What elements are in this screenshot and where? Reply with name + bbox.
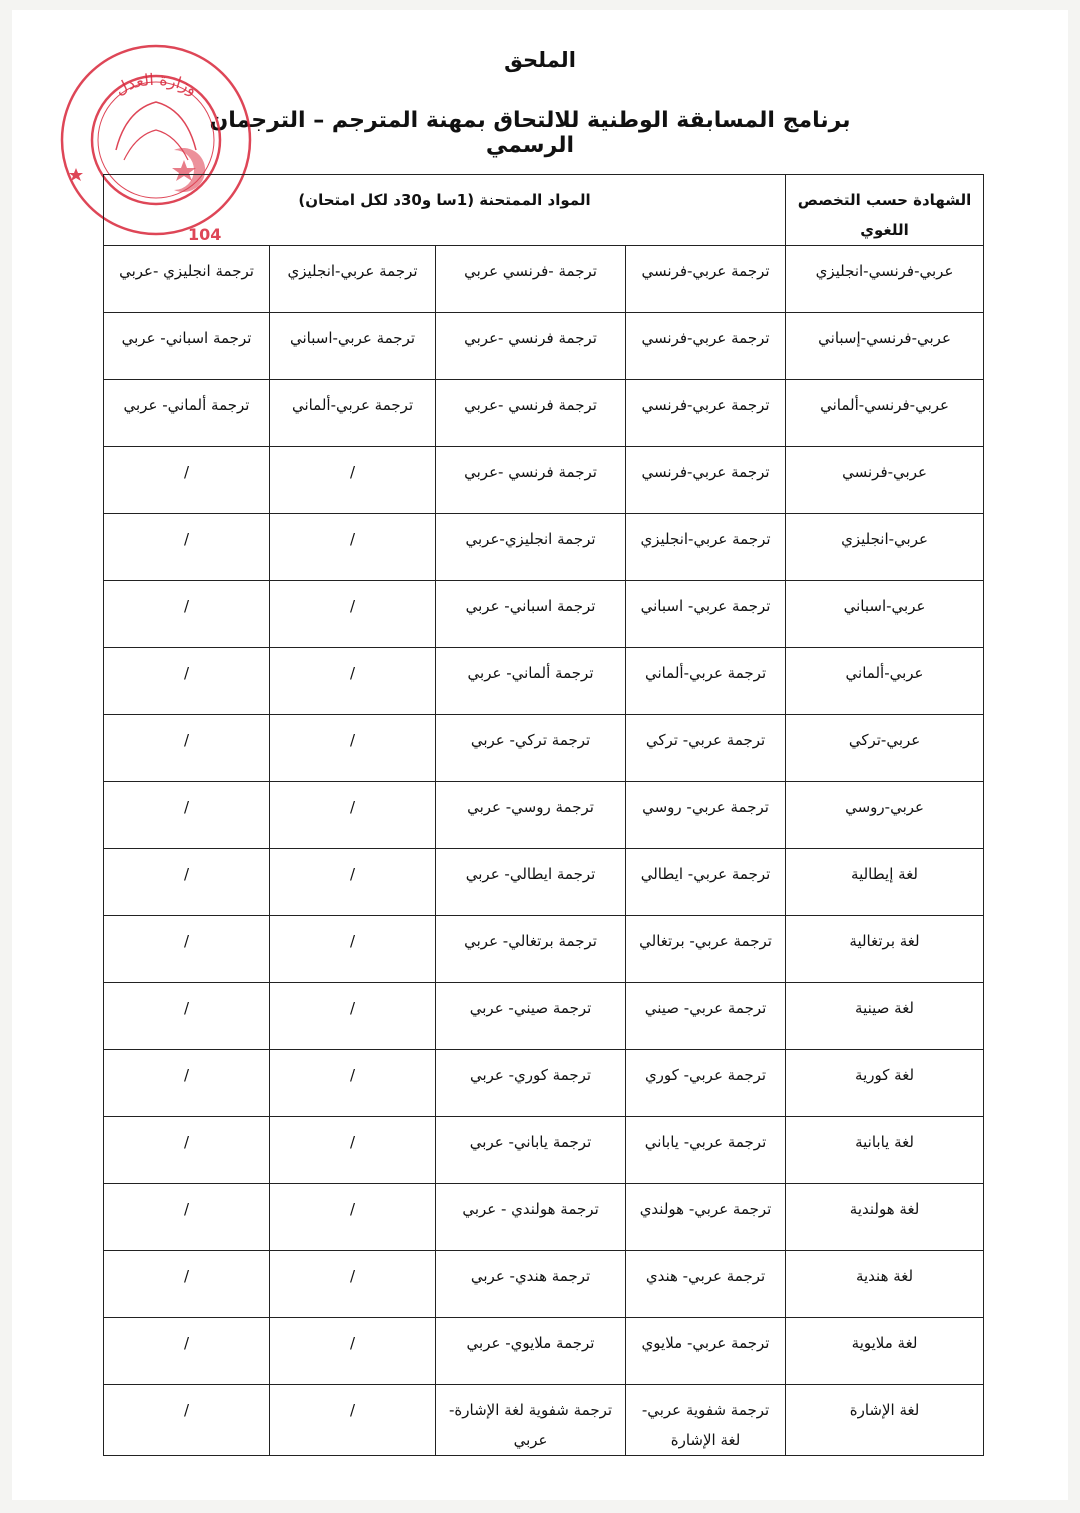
subject-4-cell: / — [104, 1184, 270, 1251]
subject-3-cell: / — [270, 1184, 436, 1251]
subject-4-cell: / — [104, 983, 270, 1050]
subject-3-cell: / — [270, 916, 436, 983]
specialty-cell: لغة إيطالية — [786, 849, 984, 916]
subject-1-cell: ترجمة عربي-فرنسي — [626, 380, 786, 447]
document-title: برنامج المسابقة الوطنية للالتحاق بمهنة المترجم – الترجمان الرسمي — [209, 108, 851, 158]
specialty-cell: عربي-روسي — [786, 782, 984, 849]
subject-1-cell: ترجمة عربي- برتغالي — [626, 916, 786, 983]
stamp-ministry-text: وزارة العدل — [111, 69, 201, 99]
subject-2-cell: ترجمة ياباني- عربي — [436, 1117, 626, 1184]
specialty-cell: عربي-فرنسي — [786, 447, 984, 514]
subject-4-cell: / — [104, 849, 270, 916]
subject-1-cell: ترجمة عربي- صيني — [626, 983, 786, 1050]
subject-3-cell: / — [270, 1117, 436, 1184]
subject-2-cell: ترجمة روسي- عربي — [436, 782, 626, 849]
table-row — [104, 1318, 984, 1385]
table-row — [104, 1251, 984, 1318]
subject-3-cell: / — [270, 983, 436, 1050]
subject-4-cell: ترجمة انجليزي -عربي — [104, 246, 270, 313]
subject-3-cell: / — [270, 1050, 436, 1117]
subject-1-cell: ترجمة عربي-فرنسي — [626, 246, 786, 313]
subject-2-cell: ترجمة هولندي - عربي — [436, 1184, 626, 1251]
subject-4-cell: / — [104, 648, 270, 715]
subject-4-cell: / — [104, 1385, 270, 1456]
subject-2-cell: ترجمة اسباني- عربي — [436, 581, 626, 648]
subject-3-cell: ترجمة عربي-انجليزي — [270, 246, 436, 313]
subject-4-cell: ترجمة ألماني- عربي — [104, 380, 270, 447]
subject-3-cell: ترجمة عربي-ألماني — [270, 380, 436, 447]
table-row — [104, 1385, 984, 1456]
subject-2-cell: ترجمة تركي- عربي — [436, 715, 626, 782]
subject-2-cell: ترجمة شفوية لغة الإشارة- عربي — [436, 1385, 626, 1456]
subject-4-cell: / — [104, 1117, 270, 1184]
subject-1-cell: ترجمة عربي- اسباني — [626, 581, 786, 648]
subject-1-cell: ترجمة عربي- هولندي — [626, 1184, 786, 1251]
annex-heading: الملحق — [504, 48, 576, 72]
specialty-cell: عربي-تركي — [786, 715, 984, 782]
specialty-cell: عربي-انجليزي — [786, 514, 984, 581]
stamp-number: 104 — [188, 225, 222, 240]
specialty-cell: لغة هولندية — [786, 1184, 984, 1251]
subject-1-cell: ترجمة عربي-فرنسي — [626, 447, 786, 514]
table-row — [104, 246, 984, 313]
table-header-row — [104, 175, 984, 246]
subject-2-cell: ترجمة فرنسي -عربي — [436, 313, 626, 380]
subject-3-cell: / — [270, 1251, 436, 1318]
subject-4-cell: / — [104, 1251, 270, 1318]
subject-3-cell: / — [270, 1385, 436, 1456]
subject-1-cell: ترجمة عربي- هندي — [626, 1251, 786, 1318]
subject-2-cell: ترجمة هندي- عربي — [436, 1251, 626, 1318]
subject-1-cell: ترجمة عربي- روسي — [626, 782, 786, 849]
table-row — [104, 1050, 984, 1117]
table-row — [104, 782, 984, 849]
specialty-cell: لغة هندية — [786, 1251, 984, 1318]
subject-2-cell: ترجمة صيني- عربي — [436, 983, 626, 1050]
subject-2-cell: ترجمة ملايوي- عربي — [436, 1318, 626, 1385]
specialty-cell: عربي-اسباني — [786, 581, 984, 648]
svg-text:وزارة العدل — [112, 70, 200, 100]
specialty-cell: عربي-ألماني — [786, 648, 984, 715]
subject-3-cell: / — [270, 782, 436, 849]
table-row — [104, 849, 984, 916]
specialty-cell: عربي-فرنسي-إسباني — [786, 313, 984, 380]
table-row — [104, 514, 984, 581]
subject-1-cell: ترجمة عربي-انجليزي — [626, 514, 786, 581]
table-row — [104, 313, 984, 380]
specialty-cell: لغة برتغالية — [786, 916, 984, 983]
subject-4-cell: ترجمة اسباني- عربي — [104, 313, 270, 380]
table-body — [104, 246, 984, 1456]
table-row — [104, 447, 984, 514]
table-row — [104, 581, 984, 648]
subject-3-cell: / — [270, 648, 436, 715]
specialty-cell: عربي-فرنسي-انجليزي — [786, 246, 984, 313]
table-row — [104, 380, 984, 447]
subject-1-cell: ترجمة عربي-ألماني — [626, 648, 786, 715]
subject-1-cell: ترجمة عربي-فرنسي — [626, 313, 786, 380]
table-row — [104, 1184, 984, 1251]
table-row — [104, 983, 984, 1050]
specialty-cell: لغة يابانية — [786, 1117, 984, 1184]
subject-2-cell: ترجمة ألماني- عربي — [436, 648, 626, 715]
subject-2-cell: ترجمة -فرنسي عربي — [436, 246, 626, 313]
subject-4-cell: / — [104, 916, 270, 983]
specialty-cell: لغة كورية — [786, 1050, 984, 1117]
subject-2-cell: ترجمة ايطالي- عربي — [436, 849, 626, 916]
subject-1-cell: ترجمة عربي- ياباني — [626, 1117, 786, 1184]
subject-3-cell: / — [270, 581, 436, 648]
table-row — [104, 648, 984, 715]
subject-1-cell: ترجمة شفوية عربي- لغة الإشارة — [626, 1385, 786, 1456]
specialty-cell: لغة صينية — [786, 983, 984, 1050]
subject-1-cell: ترجمة عربي- ايطالي — [626, 849, 786, 916]
subject-4-cell: / — [104, 782, 270, 849]
subject-4-cell: / — [104, 514, 270, 581]
subject-3-cell: / — [270, 849, 436, 916]
subject-4-cell: / — [104, 581, 270, 648]
subject-2-cell: ترجمة فرنسي -عربي — [436, 447, 626, 514]
subject-4-cell: / — [104, 1050, 270, 1117]
subject-4-cell: / — [104, 715, 270, 782]
subject-2-cell: ترجمة كوري- عربي — [436, 1050, 626, 1117]
header-subjects: المواد الممتحنة (1سا و30د لكل امتحان) — [104, 175, 786, 246]
table-row — [104, 1117, 984, 1184]
subject-2-cell: ترجمة برتغالي- عربي — [436, 916, 626, 983]
specialty-cell: لغة الإشارة — [786, 1385, 984, 1456]
subject-3-cell: / — [270, 715, 436, 782]
header-certificate: الشهادة حسب التخصص اللغوي — [786, 175, 984, 246]
subject-1-cell: ترجمة عربي- ملايوي — [626, 1318, 786, 1385]
subject-3-cell: / — [270, 514, 436, 581]
subject-3-cell: ترجمة عربي-اسباني — [270, 313, 436, 380]
subject-3-cell: / — [270, 1318, 436, 1385]
subject-1-cell: ترجمة عربي- تركي — [626, 715, 786, 782]
subject-4-cell: / — [104, 1318, 270, 1385]
subject-2-cell: ترجمة انجليزي-عربي — [436, 514, 626, 581]
specialty-cell: عربي-فرنسي-ألماني — [786, 380, 984, 447]
exam-program-table — [103, 174, 984, 1456]
subject-3-cell: / — [270, 447, 436, 514]
subject-2-cell: ترجمة فرنسي -عربي — [436, 380, 626, 447]
subject-4-cell: / — [104, 447, 270, 514]
table-row — [104, 715, 984, 782]
table-row — [104, 916, 984, 983]
specialty-cell: لغة ملايوية — [786, 1318, 984, 1385]
subject-1-cell: ترجمة عربي- كوري — [626, 1050, 786, 1117]
